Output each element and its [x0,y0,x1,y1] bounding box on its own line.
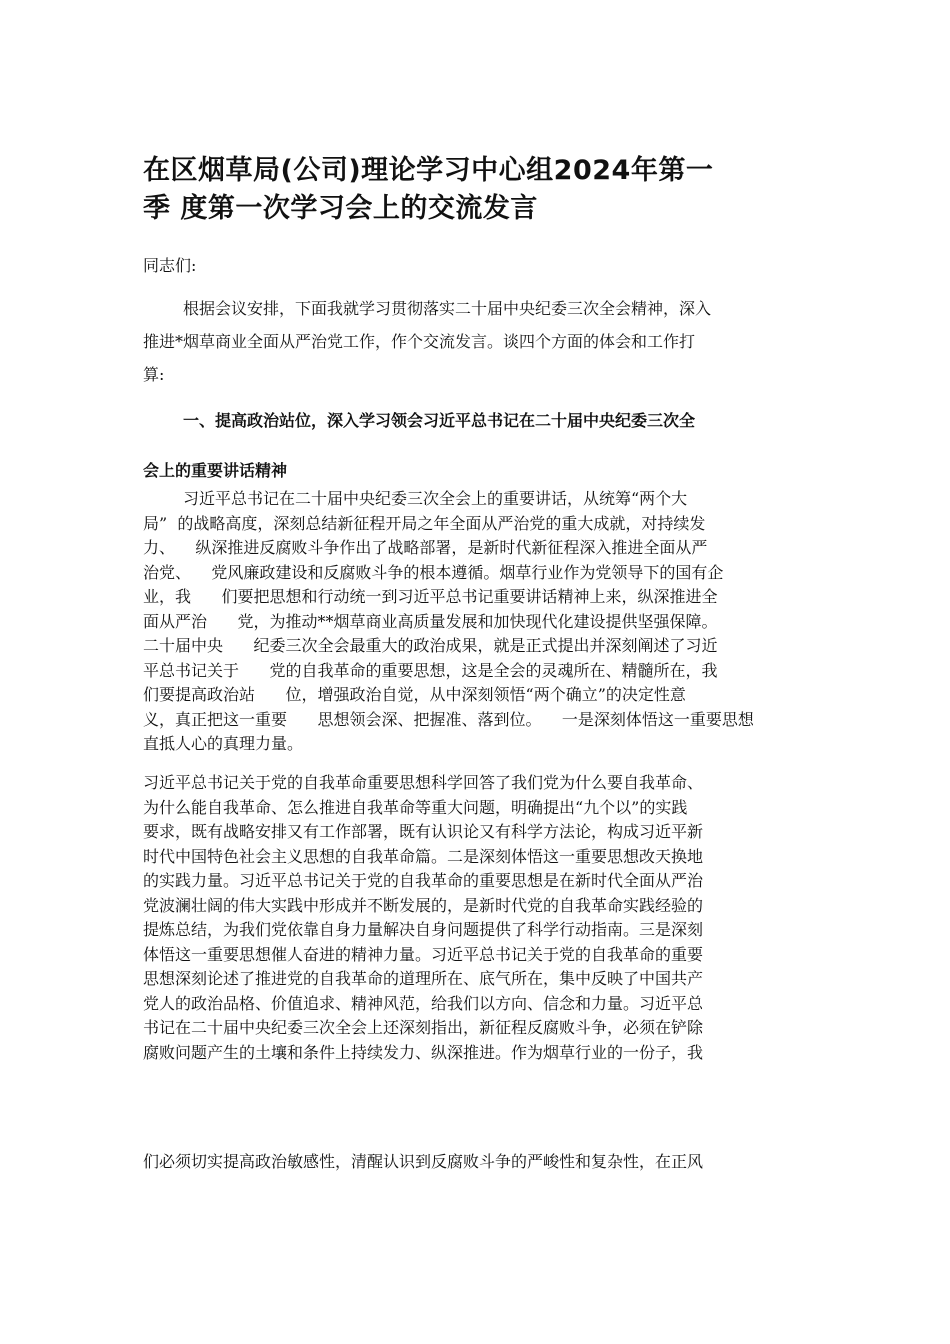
text-line: 局” 的战略高度，深刻总结新征程开局之年全面从严治党的重大成就，对持续发 [143,513,706,533]
text-line: 提炼总结，为我们党依靠自身力量解决自身问题提供了科学行动指南。三是深刻 [143,920,704,939]
text-line: 二十届中央 纪委三次全会最重大的政治成果，就是正式提出并深刻阐述了习近 [143,636,718,655]
text-line: 治党、 党风廉政建设和反腐败斗争的根本遵循。烟草行业作为党领导下的国有企 [143,562,724,582]
body-paragraph [143,487,823,757]
text-line: 力、 纵深推进反腐败斗争作出了战略部署，是新时代新征程深入推进全面从严 [143,538,708,557]
text-line: 为什么能自我革命、怎么推进自我革命等重大问题，明确提出“九个以”的实践 [143,797,688,817]
text-line: 思想深刻论述了推进党的自我革命的道理所在、底气所在，集中反映了中国共产 [143,969,704,988]
title-line: 在区烟草局(公司)理论学习中心组2024年第一 [143,155,714,186]
text-line: 体悟这一重要思想催人奋进的精神力量。习近平总书记关于党的自我革命的重要 [143,944,704,964]
text-line: 们要提高政治站 位，增强政治自觉，从中深刻领悟“两个确立”的决定性意 [143,685,686,704]
text-line: 直抵人心的真理力量。 [143,734,304,753]
text-line: 习近平总书记在二十届中央纪委三次全会上的重要讲话，从统筹“两个大 [183,489,688,508]
text-line: 业，我 们要把思想和行动统一到习近平总书记重要讲话精神上来，纵深推进全 [143,587,718,606]
text-line: 书记在二十届中央纪委三次全会上还深刻指出，新征程反腐败斗争，必须在铲除 [143,1018,704,1037]
greeting: 同志们: [143,256,197,275]
text-line: 们必须切实提高政治敏感性，清醒认识到反腐败斗争的严峻性和复杂性，在正风 [143,1152,704,1171]
text-line: 义，真正把这一重要 思想领会深、把握准、落到位。 一是深刻体悟这一重要思想 [143,709,754,729]
text-line: 算: [143,365,165,384]
heading-line: 会上的重要讲话精神 [143,461,288,480]
section-heading [143,396,808,496]
intro-paragraph [143,292,808,391]
document-title [143,152,823,229]
text-line: 腐败问题产生的土壤和条件上持续发力、纵深推进。作为烟草行业的一份子，我 [143,1042,704,1062]
text-line: 党波澜壮阔的伟大实践中形成并不断发展的，是新时代党的自我革命实践经验的 [143,895,704,915]
text-line: 根据会议安排，下面我就学习贯彻落实二十届中央纪委三次全会精神，深入 [183,299,712,318]
heading-line: 一、提高政治站位，深入学习领会习近平总书记在二十届中央纪委三次全 [183,411,696,430]
text-line: 党人的政治品格、价值追求、精神风范，给我们以方向、信念和力量。习近平总 [143,993,704,1013]
text-line: 推进*烟草商业全面从严治党工作，作个交流发言。谈四个方面的体会和工作打 [143,332,696,351]
body-paragraph [143,771,823,1065]
title-line: 季 度第一次学习会上的交流发言 [143,193,538,225]
text-line: 习近平总书记关于党的自我革命重要思想科学回答了我们党为什么要自我革命、 [143,773,704,792]
text-line: 要求，既有战略安排又有工作部署，既有认识论又有科学方法论，构成习近平新 [143,822,704,841]
text-line: 面从严治 党，为推动**烟草商业高质量发展和加快现代化建设提供坚强保障。 [143,611,718,631]
text-line: 时代中国特色社会主义思想的自我革命篇。二是深刻体悟这一重要思想改天换地 [143,846,704,866]
text-line: 的实践力量。习近平总书记关于党的自我革命的重要思想是在新时代全面从严治 [143,871,704,890]
text-line: 平总书记关于 党的自我革命的重要思想，这是全会的灵魂所在、精髓所在，我 [143,660,718,680]
